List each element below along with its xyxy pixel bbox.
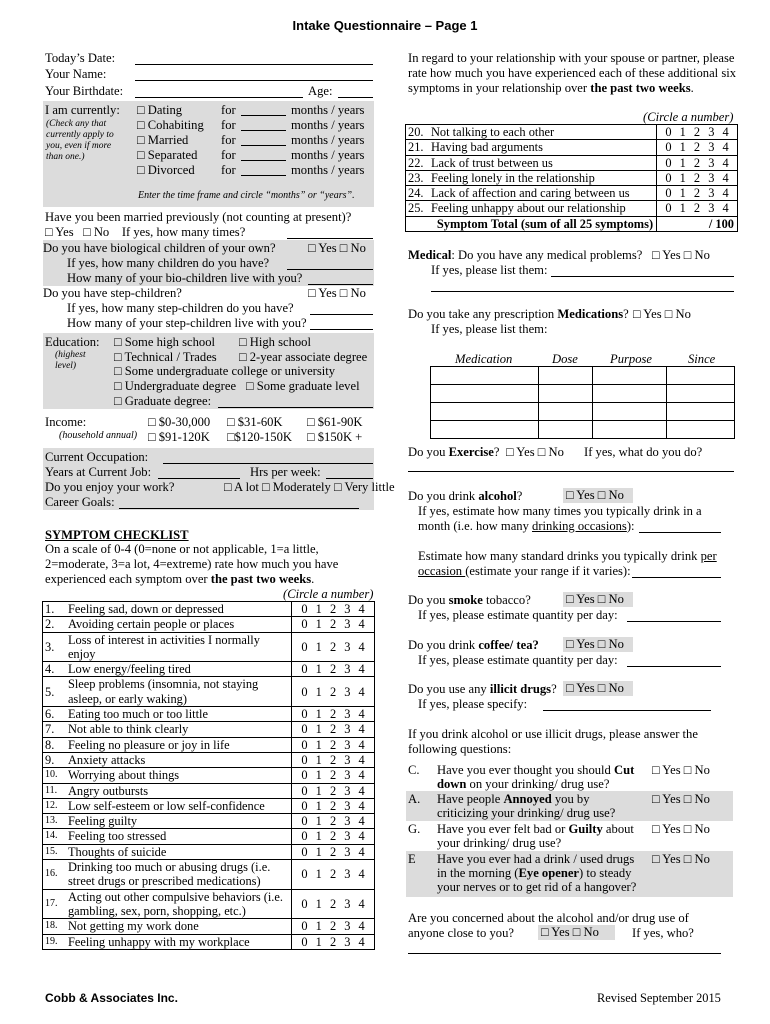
step-children-live-label: How many of your step-children live with you? [67, 316, 307, 330]
symptom-row [43, 602, 375, 617]
symptom-text: Not able to think clearly [65, 722, 292, 737]
status-options [137, 103, 365, 178]
current-status-section [43, 101, 374, 207]
symptom-text: Drinking too much or abusing drugs (i.e. street drugs or prescribed medications) [65, 860, 292, 890]
symptom-number: 18. [43, 919, 65, 934]
symptom-number: 8. [43, 737, 65, 752]
symptom-rating-scale[interactable]: 0 1 2 3 4 [292, 783, 375, 798]
symptom-number: 14. [43, 829, 65, 844]
income-61-90k[interactable]: □ $61-90K [307, 415, 363, 429]
symptom-rating-scale[interactable]: 0 1 2 3 4 [292, 934, 375, 949]
relationship-rating-scale[interactable]: 0 1 2 3 4 [657, 201, 738, 216]
smoke-yes-no[interactable]: □ Yes □ No [563, 592, 633, 607]
relationship-number: 20. [406, 125, 428, 140]
cage-eye-opener-yes-no[interactable]: □ Yes □ No [652, 852, 710, 866]
symptom-row [43, 677, 375, 707]
married-times-field[interactable] [287, 238, 373, 239]
footer-company: Cobb & Associates Inc. [45, 991, 178, 1005]
married-no-checkbox[interactable]: □ No [83, 225, 110, 239]
married-yes-checkbox[interactable]: □ Yes [45, 225, 74, 239]
symptom-total-label: Symptom Total (sum of all 25 symptoms) [406, 216, 657, 231]
step-children-yes-no[interactable]: □ Yes □ No [308, 286, 366, 300]
smoke-quantity-field[interactable] [627, 621, 721, 622]
symptom-number: 13. [43, 814, 65, 829]
status-option-separated[interactable]: □ Separated for months / years [137, 148, 365, 162]
relationship-row [406, 155, 738, 170]
medications-table[interactable] [430, 366, 735, 439]
bio-children-live-label: How many of your bio-children live with you? [67, 271, 303, 285]
symptom-number: 9. [43, 752, 65, 767]
relationship-text: Having bad arguments [428, 140, 657, 155]
relationship-rating-scale[interactable]: 0 1 2 3 4 [657, 140, 738, 155]
symptom-number: 2. [43, 617, 65, 632]
symptom-text: Loss of interest in activities I normally enjoy [65, 632, 292, 662]
cage-guilty-yes-no[interactable]: □ Yes □ No [652, 822, 710, 836]
alcohol-drinks-field[interactable] [632, 577, 721, 578]
drugs-yes-no[interactable]: □ Yes □ No [563, 681, 633, 696]
relationship-text: Not talking to each other [428, 125, 657, 140]
symptom-rating-scale[interactable]: 0 1 2 3 4 [292, 722, 375, 737]
coffee-yes-no[interactable]: □ Yes □ No [563, 637, 633, 652]
concern-who-label: If yes, who? [632, 926, 694, 940]
status-option-cohabiting[interactable]: □ Cohabiting for months / years [137, 118, 365, 132]
medical-yes-no[interactable]: □ Yes □ No [652, 248, 710, 262]
symptom-rating-scale[interactable]: 0 1 2 3 4 [292, 737, 375, 752]
step-children-count-field[interactable] [310, 314, 373, 315]
alcohol-yes-no[interactable]: □ Yes □ No [563, 488, 633, 503]
medical-list-field-2[interactable] [431, 291, 734, 292]
symptom-row [43, 783, 375, 798]
step-children-count-label: If yes, how many step-children do you have? [67, 301, 294, 315]
symptom-rating-scale[interactable]: 0 1 2 3 4 [292, 829, 375, 844]
symptom-number: 15. [43, 844, 65, 859]
symptom-intro-3: experienced each symptom over the past two weeks. [45, 572, 315, 586]
occupation-field[interactable] [163, 463, 373, 464]
symptom-number: 6. [43, 707, 65, 722]
relationship-rating-scale[interactable]: 0 1 2 3 4 [657, 186, 738, 201]
income-120-150k[interactable]: □$120-150K [227, 430, 292, 444]
name-field[interactable] [135, 80, 373, 81]
med-col-medication: Medication [455, 352, 513, 366]
relationship-number: 24. [406, 186, 428, 201]
symptom-number: 3. [43, 632, 65, 662]
symptom-row [43, 919, 375, 934]
bio-children-count-field[interactable] [287, 269, 373, 270]
medications-question: Do you take any prescription Medications? [408, 307, 629, 321]
bio-children-count-label: If yes, how many children do you have? [67, 256, 270, 270]
med-row [431, 403, 735, 421]
symptom-text: Sleep problems (insomnia, not staying asleep, or early waking) [65, 677, 292, 707]
symptom-text: Acting out other compulsive behaviors (i.e. gambling, sex, porn, shopping, etc.) [65, 889, 292, 919]
income-0-30k[interactable]: □ $0-30,000 [148, 415, 211, 429]
edu-high-school[interactable]: □ High school [239, 335, 311, 349]
edu-some-high-school[interactable]: □ Some high school [114, 335, 216, 349]
symptom-rating-scale[interactable]: 0 1 2 3 4 [292, 860, 375, 890]
symptom-rating-scale[interactable]: 0 1 2 3 4 [292, 752, 375, 767]
med-row [431, 367, 735, 385]
edu-graduate-degree[interactable]: □ Graduate degree: [114, 394, 212, 408]
symptom-number: 5. [43, 677, 65, 707]
hours-field[interactable] [326, 478, 373, 479]
relationship-text: Feeling unhappy about our relationship [428, 201, 657, 216]
cage-item-annoyed: A. Have people Annoyed you by criticizing your drinking/ drug use? □ Yes □ No [406, 791, 733, 821]
relationship-rating-scale[interactable]: 0 1 2 3 4 [657, 170, 738, 185]
current-status-hint: (Check any that currently apply to you, even if more than one.) [46, 119, 114, 162]
symptom-rating-scale[interactable]: 0 1 2 3 4 [292, 889, 375, 919]
symptom-text: Not getting my work done [65, 919, 292, 934]
symptom-number: 16. [43, 860, 65, 890]
step-children-question: Do you have step-children? [43, 286, 182, 300]
education-section [43, 333, 374, 409]
education-label: Education: [45, 335, 100, 349]
step-children-live-field[interactable] [310, 329, 373, 330]
med-col-since: Since [688, 352, 716, 366]
symptom-row [43, 814, 375, 829]
symptom-row [43, 798, 375, 813]
symptom-number: 1. [43, 602, 65, 617]
symptom-rating-scale[interactable]: 0 1 2 3 4 [292, 632, 375, 662]
symptom-rating-scale[interactable]: 0 1 2 3 4 [292, 798, 375, 813]
relationship-row [406, 140, 738, 155]
relationship-row [406, 201, 738, 216]
hours-label: Hrs per week: [250, 465, 321, 479]
relationship-text: Feeling lonely in the relationship [428, 170, 657, 185]
medications-list-label: If yes, please list them: [431, 322, 548, 336]
cage-annoyed-yes-no[interactable]: □ Yes □ No [652, 792, 710, 806]
symptom-rating-scale[interactable]: 0 1 2 3 4 [292, 602, 375, 617]
cage-intro-2: following questions: [408, 742, 512, 756]
alcohol-times-label-1: If yes, estimate how many times you typically drink in a [418, 504, 702, 518]
coffee-question: Do you drink coffee/ tea? [408, 638, 539, 652]
alcohol-times-label-2: month (i.e. how many drinking occasions): [418, 519, 635, 533]
years-at-job-label: Years at Current Job: [45, 465, 152, 479]
bio-children-live-field[interactable] [308, 284, 373, 285]
symptom-intro-1: On a scale of 0-4 (0=none or not applicable, 1=a little, [45, 542, 319, 556]
symptom-row [43, 934, 375, 949]
birthdate-field[interactable] [135, 97, 303, 98]
relationship-circle-hint: (Circle a number) [643, 110, 734, 124]
name-label: Your Name: [45, 67, 107, 81]
cage-cut-yes-no[interactable]: □ Yes □ No [652, 763, 710, 777]
smoke-quantity-label: If yes, please estimate quantity per day: [418, 608, 618, 622]
todays-date-label: Today’s Date: [45, 51, 116, 65]
symptom-total-field[interactable]: / 100 [657, 216, 738, 231]
symptom-text: Anxiety attacks [65, 752, 292, 767]
bio-children-question: Do you have biological children of your own? [43, 241, 276, 255]
edu-technical-trades[interactable]: □ Technical / Trades [114, 350, 217, 364]
symptom-row [43, 844, 375, 859]
symptom-row [43, 889, 375, 919]
symptom-rating-scale[interactable]: 0 1 2 3 4 [292, 677, 375, 707]
symptom-row [43, 722, 375, 737]
symptom-rating-scale[interactable]: 0 1 2 3 4 [292, 707, 375, 722]
symptom-text: Worrying about things [65, 768, 292, 783]
symptom-intro-2: 2=moderate, 3=a lot, 4=extreme) rate how much you have [45, 557, 339, 571]
edu-undergrad-degree[interactable]: □ Undergraduate degree [114, 379, 237, 393]
age-field[interactable] [338, 97, 373, 98]
symptom-text: Thoughts of suicide [65, 844, 292, 859]
birthdate-label: Your Birthdate: [45, 84, 124, 98]
concern-question-2: anyone close to you? [408, 926, 514, 940]
relationship-intro-2: rate how much you have experienced each of these additional six [408, 66, 737, 80]
married-previously-answer: □ Yes □ No If yes, how many times? [45, 225, 246, 239]
occupation-label: Current Occupation: [45, 450, 149, 464]
married-previously-question: Have you been married previously (not counting at present)? [45, 210, 352, 224]
exercise-yes-no[interactable]: □ Yes □ No [506, 445, 564, 459]
symptom-rating-scale[interactable]: 0 1 2 3 4 [292, 844, 375, 859]
edu-associate-degree[interactable]: □ 2-year associate degree [239, 350, 368, 364]
drugs-question: Do you use any illicit drugs? [408, 682, 557, 696]
medical-list-label: If yes, please list them: [431, 263, 548, 277]
coffee-quantity-label: If yes, please estimate quantity per day: [418, 653, 618, 667]
symptom-row [43, 768, 375, 783]
symptom-text: Feeling too stressed [65, 829, 292, 844]
symptom-rating-scale[interactable]: 0 1 2 3 4 [292, 919, 375, 934]
alcohol-drinks-label-2: occasion (estimate your range if it varies): [418, 564, 631, 578]
alcohol-drinks-label-1: Estimate how many standard drinks you typically drink per [418, 549, 717, 563]
drugs-specify-label: If yes, please specify: [418, 697, 528, 711]
relationship-intro-1: In regard to your relationship with your spouse or partner, please [408, 51, 735, 65]
cage-item-guilty: G. Have you ever felt bad or Guilty about your drinking/ drug use? □ Yes □ No [408, 822, 710, 850]
relationship-number: 25. [406, 201, 428, 216]
education-hint: (highest level) [55, 350, 86, 371]
relationship-number: 21. [406, 140, 428, 155]
symptom-text: Low energy/feeling tired [65, 662, 292, 677]
cage-item-eye-opener: E Have you ever had a drink / used drugs in the morning (Eye opener) to steady your nerves or to get rid of a hangover? □ Yes □ No [406, 851, 733, 897]
symptom-number: 11. [43, 783, 65, 798]
symptom-rating-scale[interactable]: 0 1 2 3 4 [292, 768, 375, 783]
years-at-job-field[interactable] [158, 478, 240, 479]
medications-yes-no[interactable]: □ Yes □ No [633, 307, 691, 321]
alcohol-times-field[interactable] [639, 532, 721, 533]
smoke-question: Do you smoke tobacco? [408, 593, 531, 607]
exercise-field[interactable] [408, 471, 734, 472]
income-hint: (household annual) [59, 430, 138, 441]
symptom-rating-scale[interactable]: 0 1 2 3 4 [292, 662, 375, 677]
med-col-purpose: Purpose [610, 352, 652, 366]
enjoy-work-options[interactable]: □ A lot □ Moderately □ Very little [224, 480, 395, 494]
relationship-table [405, 124, 738, 232]
status-option-divorced[interactable]: □ Divorced for months / years [137, 163, 365, 177]
relationship-number: 23. [406, 170, 428, 185]
cage-item-cut: C. Have you ever thought you should Cut down on your drinking/ drug use? □ Yes □ No [408, 763, 710, 791]
symptom-circle-hint: (Circle a number) [283, 587, 374, 601]
todays-date-field[interactable] [135, 64, 373, 65]
concern-yes-no[interactable]: □ Yes □ No [538, 925, 615, 940]
symptom-row [43, 662, 375, 677]
coffee-quantity-field[interactable] [627, 666, 721, 667]
symptom-number: 17. [43, 889, 65, 919]
symptom-row [43, 737, 375, 752]
med-row [431, 421, 735, 439]
symptom-rating-scale[interactable]: 0 1 2 3 4 [292, 617, 375, 632]
symptom-text: Low self-esteem or low self-confidence [65, 798, 292, 813]
medical-question: Medical: Do you have any medical problems? [408, 248, 643, 262]
relationship-row [406, 186, 738, 201]
footer-revised: Revised September 2015 [597, 991, 721, 1005]
symptom-checklist-heading: SYMPTOM CHECKLIST [45, 528, 189, 542]
symptom-total-row [406, 216, 738, 231]
status-option-married[interactable]: □ Married for months / years [137, 133, 365, 147]
med-row [431, 385, 735, 403]
symptom-number: 4. [43, 662, 65, 677]
symptom-row [43, 860, 375, 890]
symptom-text: Feeling no pleasure or joy in life [65, 737, 292, 752]
symptom-text: Angry outbursts [65, 783, 292, 798]
symptom-rating-scale[interactable]: 0 1 2 3 4 [292, 814, 375, 829]
symptom-text: Feeling guilty [65, 814, 292, 829]
status-note: Enter the time frame and circle “months” or “years”. [138, 190, 355, 201]
alcohol-question: Do you drink alcohol? [408, 489, 523, 503]
symptom-number: 7. [43, 722, 65, 737]
exercise-what-label: If yes, what do you do? [584, 445, 703, 459]
income-91-120k[interactable]: □ $91-120K [148, 430, 210, 444]
symptom-row [43, 829, 375, 844]
drugs-specify-field[interactable] [543, 710, 711, 711]
symptom-table [42, 601, 375, 950]
symptom-text: Feeling sad, down or depressed [65, 602, 292, 617]
age-label: Age: [308, 84, 333, 98]
relationship-number: 22. [406, 155, 428, 170]
page-title: Intake Questionnaire – Page 1 [292, 18, 478, 33]
career-goals-field[interactable] [119, 508, 359, 509]
relationship-row [406, 170, 738, 185]
concern-who-field[interactable] [408, 953, 721, 954]
exercise-question: Do you Exercise? [408, 445, 500, 459]
enjoy-work-label: Do you enjoy your work? [45, 480, 175, 494]
symptom-row [43, 632, 375, 662]
concern-question-1: Are you concerned about the alcohol and/or drug use of [408, 911, 689, 925]
relationship-text: Lack of trust between us [428, 155, 657, 170]
symptom-row [43, 752, 375, 767]
edu-some-graduate[interactable]: □ Some graduate level [246, 379, 360, 393]
symptom-text: Eating too much or too little [65, 707, 292, 722]
graduate-degree-field[interactable] [218, 407, 373, 408]
edu-some-undergrad[interactable]: □ Some undergraduate college or university [114, 364, 336, 378]
symptom-text: Avoiding certain people or places [65, 617, 292, 632]
income-label: Income: [45, 415, 87, 429]
bio-children-section [43, 240, 374, 286]
medical-list-field-1[interactable] [551, 276, 734, 277]
symptom-row [43, 617, 375, 632]
relationship-rating-scale[interactable]: 0 1 2 3 4 [657, 155, 738, 170]
relationship-intro-3: symptoms in your relationship over the past two weeks. [408, 81, 694, 95]
career-goals-label: Career Goals: [45, 495, 115, 509]
current-status-label: I am currently: [45, 103, 120, 117]
symptom-number: 19. [43, 934, 65, 949]
bio-children-yes-no[interactable]: □ Yes □ No [308, 241, 366, 255]
symptom-number: 12. [43, 798, 65, 813]
relationship-row [406, 125, 738, 140]
income-31-60k[interactable]: □ $31-60K [227, 415, 283, 429]
cage-intro-1: If you drink alcohol or use illicit drugs, please answer the [408, 727, 698, 741]
symptom-number: 10. [43, 768, 65, 783]
status-option-dating[interactable]: □ Dating for months / years [137, 103, 365, 117]
relationship-text: Lack of affection and caring between us [428, 186, 657, 201]
med-col-dose: Dose [552, 352, 578, 366]
income-150k-plus[interactable]: □ $150K + [307, 430, 363, 444]
relationship-rating-scale[interactable]: 0 1 2 3 4 [657, 125, 738, 140]
symptom-row [43, 707, 375, 722]
work-section [43, 448, 395, 510]
symptom-text: Feeling unhappy with my workplace [65, 934, 292, 949]
